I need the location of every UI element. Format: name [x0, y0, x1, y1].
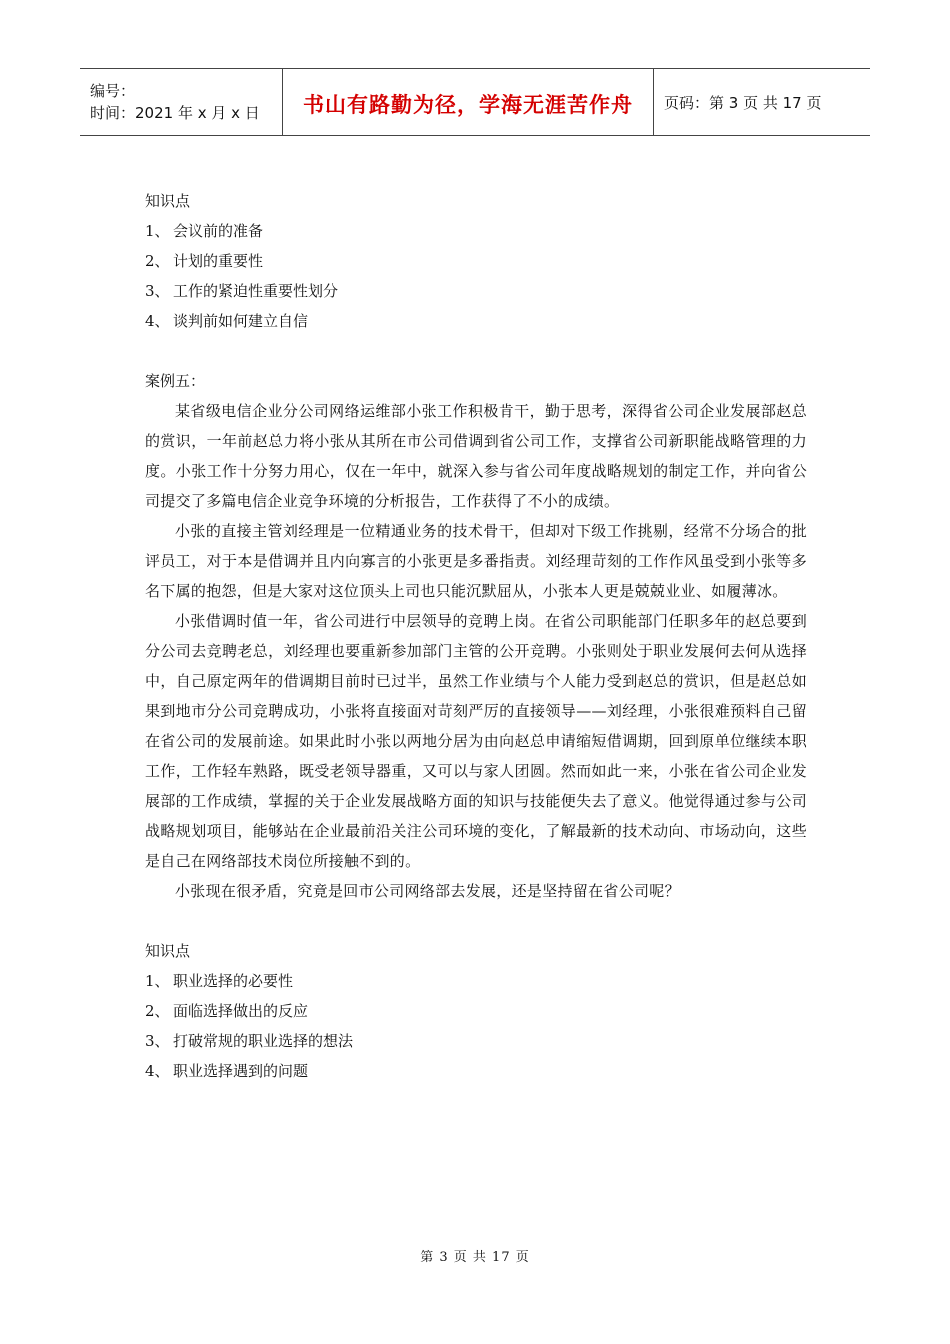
page-info: 页码：第 3 页 共 17 页 [664, 93, 822, 112]
time-label: 时间：2021 年 x 月 x 日 [90, 104, 260, 122]
page-footer: 第 3 页 共 17 页 [420, 1250, 530, 1265]
list-item-number: 3、 [145, 1032, 170, 1050]
list-item [145, 276, 807, 306]
list-item-text: 工作的紧迫性重要性划分 [173, 282, 339, 300]
list-item-number: 2、 [145, 252, 170, 270]
list-item-number: 4、 [145, 1062, 170, 1080]
case-paragraph: 某省级电信企业分公司网络运维部小张工作积极肯干，勤于思考，深得省公司企业发展部赵总的赏识，一年前赵总力将小张从其所在市公司借调到省公司工作，支撑省公司新职能战略管理的力度。小张工作十分努力用心，仅在一年中，就深入参与省公司年度战略规划的制定工作，并向省公司提交了多篇电信企业竞争环境的分析报告，工作获得了不小的成绩。 [145, 402, 807, 510]
list-item-text: 面临选择做出的反应 [173, 1002, 309, 1020]
case-paragraph: 小张的直接主管刘经理是一位精通业务的技术骨干，但却对下级工作挑剔，经常不分场合的批评员工，对于本是借调并且内向寡言的小张更是多番指责。刘经理苛刻的工作作风虽受到小张等多名下属的抱怨，但是大家对这位顶头上司也只能沉默屈从，小张本人更是兢兢业业、如履薄冰。 [145, 522, 807, 600]
section-title: 知识点 [145, 942, 191, 960]
section-title: 知识点 [145, 192, 191, 210]
list-item-text: 计划的重要性 [173, 252, 264, 270]
case-paragraph: 小张借调时值一年，省公司进行中层领导的竞聘上岗。在省公司职能部门任职多年的赵总要到分公司去竞聘老总，刘经理也要重新参加部门主管的公开竞聘。小张则处于职业发展何去何从选择中，自己原定两年的借调期目前时已过半，虽然工作业绩与个人能力受到赵总的赏识，但是赵总如果到地市分公司竞聘成功，小张将直接面对苛刻严厉的直接领导——刘经理，小张很难预料自己留在省公司的发展前途。如果此时小张以两地分居为由向赵总申请缩短借调期，回到原单位继续本职工作，工作轻车熟路，既受老领导器重，又可以与家人团圆。然而如此一来，小张在省公司企业发展部的工作成绩，掌握的关于企业发展战略方面的知识与技能便失去了意义。他觉得通过参与公司战略规划项目，能够站在企业最前沿关注公司环境的变化，了解最新的技术动向、市场动向，这些是自己在网络部技术岗位所接触不到的。 [145, 612, 807, 870]
list-item-number: 4、 [145, 312, 170, 330]
list-item-text: 职业选择的必要性 [173, 972, 294, 990]
list-item-number: 3、 [145, 282, 170, 300]
list-item-number: 1、 [145, 222, 170, 240]
spacer [145, 336, 807, 366]
motto-text: 书山有路勤为径，学海无涯苦作舟 [303, 93, 633, 117]
header-left-cell [80, 69, 282, 135]
list-item [145, 966, 807, 996]
spacer [145, 906, 807, 936]
list-item [145, 246, 807, 276]
document-body [145, 186, 807, 1086]
header-motto-cell [282, 69, 654, 135]
list-item [145, 996, 807, 1026]
list-item [145, 1026, 807, 1056]
list-item-text: 会议前的准备 [173, 222, 264, 240]
header-page-cell [654, 69, 870, 135]
list-item-text: 打破常规的职业选择的想法 [173, 1032, 354, 1050]
list-item [145, 1056, 807, 1086]
case-paragraph: 小张现在很矛盾，究竟是回市公司网络部去发展，还是坚持留在省公司呢？ [175, 882, 680, 900]
list-item [145, 306, 807, 336]
case-title: 案例五： [145, 372, 206, 390]
list-item-number: 2、 [145, 1002, 170, 1020]
list-item-number: 1、 [145, 972, 170, 990]
list-item-text: 职业选择遇到的问题 [173, 1062, 309, 1080]
list-item-text: 谈判前如何建立自信 [173, 312, 309, 330]
list-item [145, 216, 807, 246]
page-header [80, 68, 870, 136]
number-label: 编号： [90, 82, 136, 100]
